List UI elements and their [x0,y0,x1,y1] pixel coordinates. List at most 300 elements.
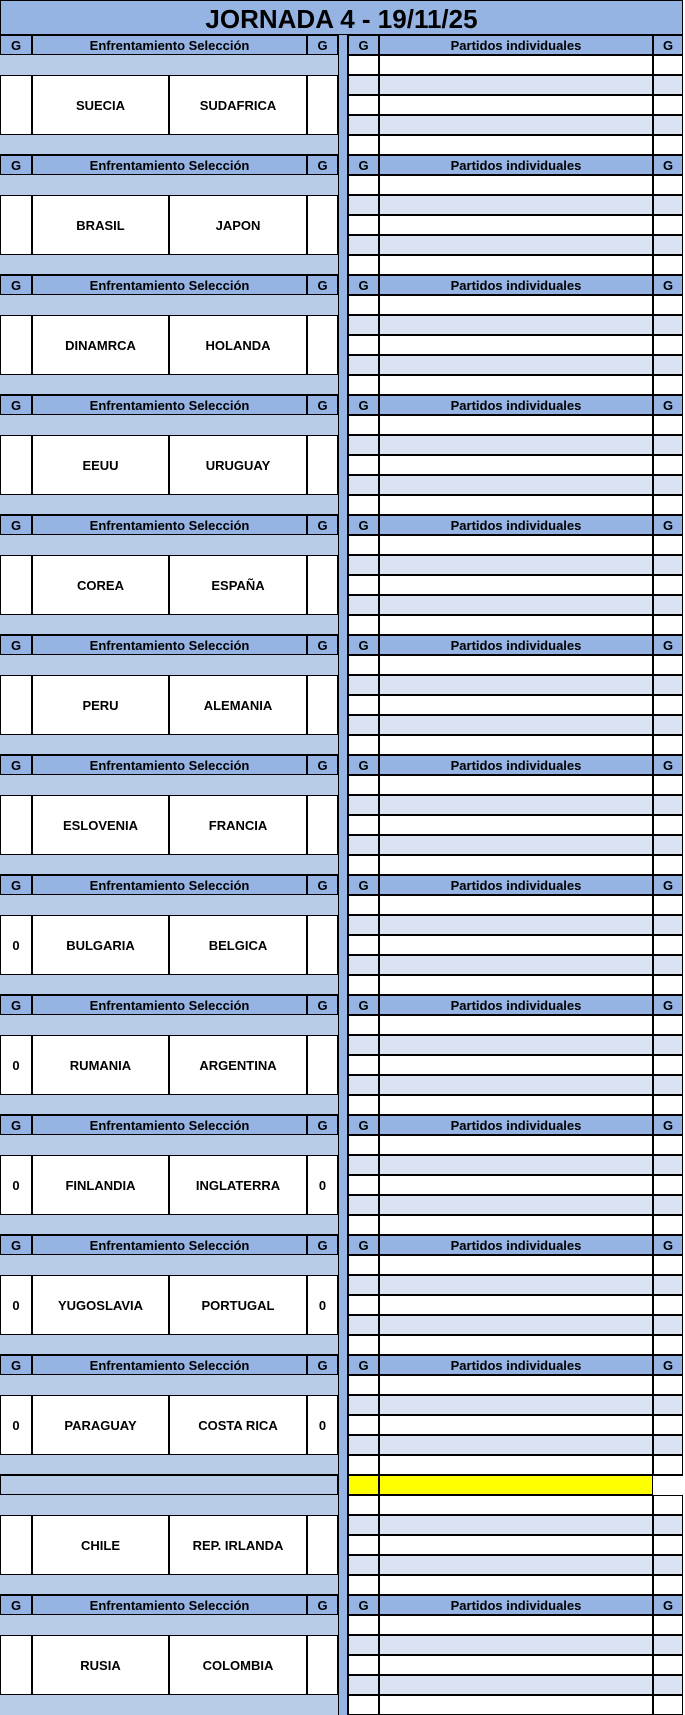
individual-g-right[interactable] [653,455,683,475]
individual-g-right[interactable] [653,695,683,715]
individual-g-right[interactable] [653,335,683,355]
individual-match[interactable] [379,1655,653,1675]
individual-g-right[interactable] [653,735,683,755]
individual-match[interactable] [379,1035,653,1055]
individual-g-right[interactable] [653,55,683,75]
individual-g-left[interactable] [348,455,379,475]
individual-match[interactable] [379,1295,653,1315]
individual-g-right[interactable] [653,615,683,635]
individual-match[interactable] [379,375,653,395]
band-row [0,55,338,75]
individual-match[interactable] [379,455,653,475]
individual-g-left[interactable] [348,175,379,195]
individual-match[interactable] [379,615,653,635]
individuales-header: Partidos individuales [379,875,653,895]
band-row [0,1335,338,1355]
g-header-ind-left: G [348,1355,379,1375]
band-row [0,1095,338,1115]
score-home[interactable]: 0 [0,915,32,975]
individual-g-left[interactable] [348,1575,379,1595]
g-header-away: G [307,155,338,175]
individual-g-right[interactable] [653,1055,683,1075]
g-header-away: G [307,995,338,1015]
seleccion-header: Enfrentamiento Selección [32,515,307,535]
individual-match[interactable] [379,475,653,495]
individual-match[interactable] [379,1255,653,1275]
individual-g-right[interactable] [653,95,683,115]
individuales-header: Partidos individuales [379,635,653,655]
individual-match[interactable] [379,795,653,815]
individual-g-right[interactable] [653,1515,683,1535]
individual-match[interactable] [379,1695,653,1715]
individual-g-left[interactable] [348,1395,379,1415]
individual-g-right[interactable] [653,915,683,935]
score-away[interactable] [307,795,338,855]
individual-g-right[interactable] [653,415,683,435]
individual-g-right[interactable] [653,895,683,915]
individual-match[interactable] [379,975,653,995]
score-away[interactable] [307,1035,338,1095]
seleccion-header: Enfrentamiento Selección [32,1355,307,1375]
individual-match[interactable] [379,55,653,75]
individual-match[interactable] [379,1075,653,1095]
highlight-cell[interactable] [348,1475,379,1495]
seleccion-header: Enfrentamiento Selección [32,635,307,655]
individual-g-left[interactable] [348,115,379,135]
individual-g-left[interactable] [348,235,379,255]
individual-match[interactable] [379,835,653,855]
individual-g-right[interactable] [653,935,683,955]
score-home[interactable] [0,795,32,855]
individual-g-right[interactable] [653,495,683,515]
individual-g-left[interactable] [348,1095,379,1115]
individual-g-left[interactable] [348,1555,379,1575]
individual-g-left[interactable] [348,495,379,515]
individual-match[interactable] [379,1575,653,1595]
score-away[interactable] [307,675,338,735]
individual-match[interactable] [379,1635,653,1655]
individual-g-left[interactable] [348,95,379,115]
individual-g-left[interactable] [348,695,379,715]
individual-match[interactable] [379,1155,653,1175]
individual-g-right[interactable] [653,235,683,255]
score-home[interactable] [0,555,32,615]
score-away[interactable] [307,915,338,975]
individual-g-right[interactable] [653,975,683,995]
individual-match[interactable] [379,1675,653,1695]
g-header-ind-right: G [653,995,683,1015]
score-home[interactable]: 0 [0,1155,32,1215]
individual-g-left[interactable] [348,415,379,435]
individual-g-right[interactable] [653,1455,683,1475]
individual-g-left[interactable] [348,575,379,595]
individual-g-right[interactable] [653,1435,683,1455]
g-header-home: G [0,1355,32,1375]
individual-g-right[interactable] [653,835,683,855]
individual-g-left[interactable] [348,215,379,235]
g-header-ind-right: G [653,155,683,175]
team-away: FRANCIA [169,795,307,855]
individual-match[interactable] [379,415,653,435]
individual-match[interactable] [379,1395,653,1415]
individual-g-right[interactable] [653,1555,683,1575]
individual-g-right[interactable] [653,1395,683,1415]
individual-g-right[interactable] [653,1275,683,1295]
highlight-cell[interactable] [379,1475,653,1495]
individual-match[interactable] [379,135,653,155]
individual-match[interactable] [379,235,653,255]
individual-match[interactable] [379,1215,653,1235]
individual-g-right[interactable] [653,75,683,95]
individual-g-left[interactable] [348,815,379,835]
seleccion-header: Enfrentamiento Selección [32,275,307,295]
individual-g-right[interactable] [653,575,683,595]
score-home[interactable] [0,675,32,735]
individual-g-right[interactable] [653,1015,683,1035]
individual-g-left[interactable] [348,195,379,215]
individual-g-right[interactable] [653,1415,683,1435]
individual-g-left[interactable] [348,955,379,975]
individual-match[interactable] [379,675,653,695]
individual-match[interactable] [379,1435,653,1455]
individual-match[interactable] [379,655,653,675]
individual-g-right[interactable] [653,1695,683,1715]
individual-g-right[interactable] [653,375,683,395]
individual-g-left[interactable] [348,1075,379,1095]
score-away[interactable] [307,1515,338,1575]
individual-match[interactable] [379,535,653,555]
team-away: URUGUAY [169,435,307,495]
individual-match[interactable] [379,95,653,115]
g-header-home: G [0,275,32,295]
individual-match[interactable] [379,335,653,355]
individual-g-left[interactable] [348,1015,379,1035]
individual-g-right[interactable] [653,655,683,675]
individual-g-left[interactable] [348,1455,379,1475]
individual-match[interactable] [379,815,653,835]
individual-match[interactable] [379,935,653,955]
band-row [0,655,338,675]
individual-match[interactable] [379,1415,653,1435]
individual-g-right[interactable] [653,715,683,735]
g-header-away: G [307,1595,338,1615]
individual-g-right[interactable] [653,595,683,615]
individual-g-left[interactable] [348,675,379,695]
g-header-ind-left: G [348,755,379,775]
individual-match[interactable] [379,855,653,875]
individual-g-right[interactable] [653,135,683,155]
individual-g-right[interactable] [653,1495,683,1515]
individual-g-left[interactable] [348,1695,379,1715]
individual-g-left[interactable] [348,975,379,995]
individual-g-right[interactable] [653,1615,683,1635]
individual-g-right[interactable] [653,1295,683,1315]
team-away: REP. IRLANDA [169,1515,307,1575]
individual-g-right[interactable] [653,1175,683,1195]
individual-match[interactable] [379,555,653,575]
individual-g-left[interactable] [348,935,379,955]
individual-g-left[interactable] [348,655,379,675]
g-header-ind-right: G [653,515,683,535]
team-away: HOLANDA [169,315,307,375]
individual-match[interactable] [379,1175,653,1195]
individual-g-left[interactable] [348,1515,379,1535]
individual-match[interactable] [379,1515,653,1535]
individual-g-right[interactable] [653,1335,683,1355]
individual-match[interactable] [379,1315,653,1335]
g-header-away: G [307,1355,338,1375]
individual-g-left[interactable] [348,795,379,815]
individual-g-left[interactable] [348,1635,379,1655]
individual-match[interactable] [379,435,653,455]
band-row [0,1135,338,1155]
individual-g-left[interactable] [348,615,379,635]
seleccion-header: Enfrentamiento Selección [32,995,307,1015]
band-row [0,1615,338,1635]
individual-g-right[interactable] [653,475,683,495]
band-row [0,735,338,755]
individual-match[interactable] [379,1615,653,1635]
score-home[interactable] [0,435,32,495]
individual-g-left[interactable] [348,1655,379,1675]
individual-match[interactable] [379,1495,653,1515]
individual-match[interactable] [379,115,653,135]
individual-g-right[interactable] [653,1155,683,1175]
individual-g-left[interactable] [348,775,379,795]
individual-g-right[interactable] [653,1035,683,1055]
individual-g-left[interactable] [348,355,379,375]
individual-g-left[interactable] [348,1375,379,1395]
score-home[interactable] [0,75,32,135]
individual-match[interactable] [379,1195,653,1215]
band-row [0,375,338,395]
individual-g-right[interactable] [653,1655,683,1675]
individual-g-left[interactable] [348,1415,379,1435]
score-away[interactable] [307,315,338,375]
seleccion-header: Enfrentamiento Selección [32,395,307,415]
score-home[interactable] [0,1635,32,1695]
individuales-header: Partidos individuales [379,155,653,175]
individual-match[interactable] [379,195,653,215]
individual-match[interactable] [379,75,653,95]
individual-g-left[interactable] [348,1315,379,1335]
individual-g-right[interactable] [653,675,683,695]
individual-g-right[interactable] [653,555,683,575]
individual-g-left[interactable] [348,475,379,495]
individual-g-left[interactable] [348,535,379,555]
score-home[interactable] [0,1515,32,1575]
individual-g-left[interactable] [348,1155,379,1175]
individual-g-right[interactable] [653,855,683,875]
individual-match[interactable] [379,775,653,795]
individual-g-left[interactable] [348,1335,379,1355]
g-header-away: G [307,635,338,655]
individual-g-right[interactable] [653,1535,683,1555]
individual-match[interactable] [379,1095,653,1115]
individual-match[interactable] [379,715,653,735]
g-header-ind-right: G [653,635,683,655]
score-away[interactable]: 0 [307,1275,338,1335]
individual-g-left[interactable] [348,1675,379,1695]
g-header-away: G [307,1235,338,1255]
individual-g-right[interactable] [653,255,683,275]
g-header-home: G [0,515,32,535]
individuales-header: Partidos individuales [379,1115,653,1135]
individual-g-right[interactable] [653,795,683,815]
individual-g-left[interactable] [348,1195,379,1215]
individual-g-left[interactable] [348,715,379,735]
individual-match[interactable] [379,735,653,755]
score-away[interactable]: 0 [307,1155,338,1215]
individual-match[interactable] [379,1375,653,1395]
individual-g-left[interactable] [348,75,379,95]
individual-g-right[interactable] [653,1675,683,1695]
g-header-ind-left: G [348,155,379,175]
individual-g-left[interactable] [348,595,379,615]
band-row [0,1575,338,1595]
individual-match[interactable] [379,1015,653,1035]
individual-match[interactable] [379,495,653,515]
individual-match[interactable] [379,295,653,315]
g-header-ind-left: G [348,395,379,415]
individual-g-left[interactable] [348,855,379,875]
score-away[interactable] [307,435,338,495]
individual-match[interactable] [379,575,653,595]
individual-g-left[interactable] [348,135,379,155]
score-home[interactable]: 0 [0,1395,32,1455]
individual-g-right[interactable] [653,1375,683,1395]
individual-g-right[interactable] [653,775,683,795]
individual-match[interactable] [379,315,653,335]
team-home: EEUU [32,435,169,495]
individual-g-right[interactable] [653,175,683,195]
individual-g-right[interactable] [653,1075,683,1095]
individual-g-right[interactable] [653,115,683,135]
individuales-header: Partidos individuales [379,1595,653,1615]
score-away[interactable]: 0 [307,1395,338,1455]
team-away: ALEMANIA [169,675,307,735]
individual-match[interactable] [379,1455,653,1475]
individual-g-left[interactable] [348,835,379,855]
individual-g-right[interactable] [653,315,683,335]
score-home[interactable]: 0 [0,1275,32,1335]
band-row [0,855,338,875]
individual-g-left[interactable] [348,435,379,455]
individual-match[interactable] [379,1275,653,1295]
individual-g-left[interactable] [348,335,379,355]
seleccion-header: Enfrentamiento Selección [32,1235,307,1255]
individual-g-left[interactable] [348,1495,379,1515]
score-away[interactable] [307,75,338,135]
individual-g-left[interactable] [348,1035,379,1055]
individual-g-left[interactable] [348,315,379,335]
individual-match[interactable] [379,255,653,275]
individual-g-right[interactable] [653,955,683,975]
individual-g-left[interactable] [348,295,379,315]
individual-g-left[interactable] [348,1435,379,1455]
individual-g-right[interactable] [653,1195,683,1215]
g-header-ind-right: G [653,875,683,895]
individual-g-right[interactable] [653,215,683,235]
individual-g-left[interactable] [348,1135,379,1155]
individual-match[interactable] [379,1535,653,1555]
individuales-header: Partidos individuales [379,995,653,1015]
individual-match[interactable] [379,695,653,715]
individual-g-left[interactable] [348,1275,379,1295]
individual-match[interactable] [379,215,653,235]
individual-g-right[interactable] [653,1315,683,1335]
individual-g-left[interactable] [348,1295,379,1315]
individual-g-left[interactable] [348,55,379,75]
individual-match[interactable] [379,955,653,975]
individual-g-right[interactable] [653,435,683,455]
individual-g-right[interactable] [653,1635,683,1655]
g-header-away: G [307,515,338,535]
individual-match[interactable] [379,595,653,615]
individual-match[interactable] [379,1555,653,1575]
individual-match[interactable] [379,1055,653,1075]
team-away: PORTUGAL [169,1275,307,1335]
individual-g-left[interactable] [348,1255,379,1275]
individual-match[interactable] [379,915,653,935]
g-header-home: G [0,875,32,895]
g-header-ind-left: G [348,275,379,295]
score-home[interactable] [0,315,32,375]
column-separator [338,35,348,1715]
individual-g-left[interactable] [348,1215,379,1235]
individual-g-left[interactable] [348,895,379,915]
individual-g-right[interactable] [653,295,683,315]
individual-g-left[interactable] [348,735,379,755]
individual-g-left[interactable] [348,255,379,275]
individual-g-left[interactable] [348,915,379,935]
individual-g-left[interactable] [348,1055,379,1075]
band-row [0,175,338,195]
individual-g-right[interactable] [653,815,683,835]
g-header-home: G [0,755,32,775]
individual-g-right[interactable] [653,535,683,555]
individuales-header: Partidos individuales [379,1355,653,1375]
score-away[interactable] [307,1635,338,1695]
score-home[interactable] [0,195,32,255]
g-header-ind-left: G [348,35,379,55]
individual-g-right[interactable] [653,1215,683,1235]
individual-g-right[interactable] [653,355,683,375]
score-away[interactable] [307,195,338,255]
individual-g-right[interactable] [653,1135,683,1155]
individual-g-left[interactable] [348,1615,379,1635]
g-header-ind-left: G [348,995,379,1015]
band-row [0,1455,338,1475]
individual-match[interactable] [379,175,653,195]
individual-g-left[interactable] [348,1535,379,1555]
score-home[interactable]: 0 [0,1035,32,1095]
score-away[interactable] [307,555,338,615]
individual-g-left[interactable] [348,375,379,395]
individual-g-left[interactable] [348,1175,379,1195]
individual-match[interactable] [379,895,653,915]
individual-g-left[interactable] [348,555,379,575]
individual-g-right[interactable] [653,1095,683,1115]
g-header-ind-right: G [653,35,683,55]
individual-match[interactable] [379,1135,653,1155]
individual-g-right[interactable] [653,1255,683,1275]
individual-g-right[interactable] [653,195,683,215]
individual-g-right[interactable] [653,1575,683,1595]
individual-match[interactable] [379,1335,653,1355]
g-header-ind-left: G [348,635,379,655]
individual-match[interactable] [379,355,653,375]
